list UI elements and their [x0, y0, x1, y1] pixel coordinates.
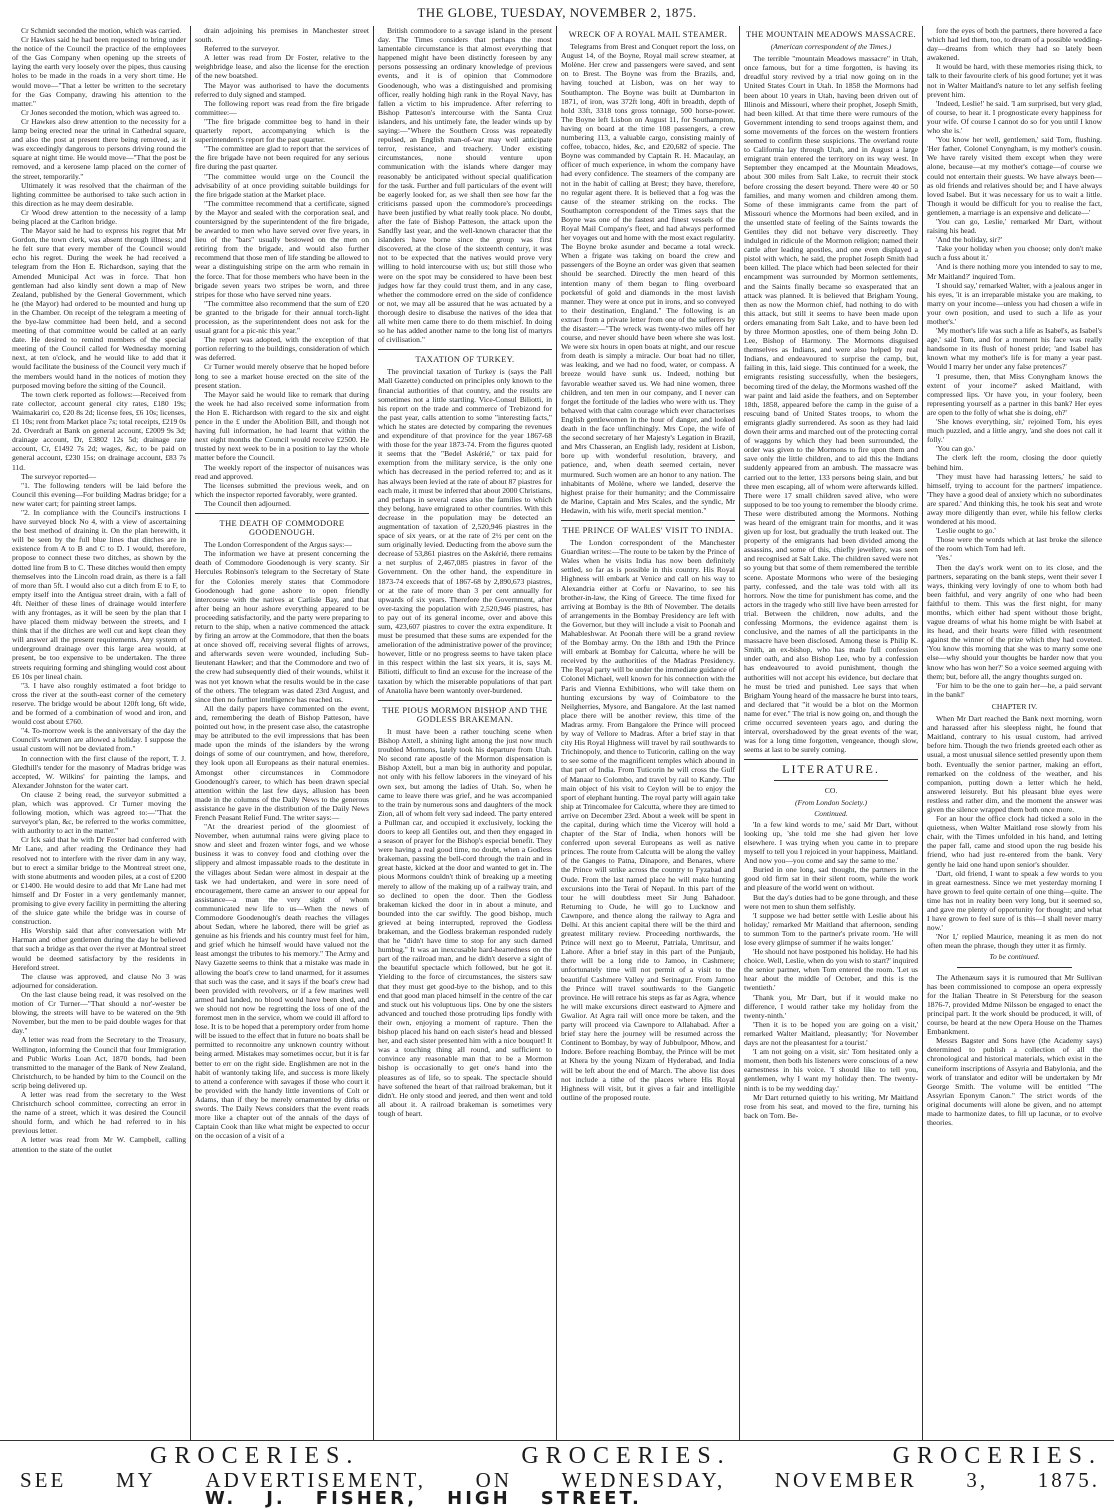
story-body-continued [927, 26, 1102, 699]
story-body [744, 820, 918, 1120]
paragraph: The Mayor said he had to express his regret that Mr Gordon, the town clerk, was absent through illness; and he felt sure that every member of the Council would echo his regret. During the week he had received a telegram from the Hon E. Richardson, saying that the Amended Municipal Act was in force. That hon gentleman had also kindly sent down a map of New Zealand, published by the General Government, which he (the Mayor) had ordered to be mounted and hung up in the Chamber. On receipt of the telegram a meeting of the bye-law committee had been held, and a second meeting of that committee would be called at an early date. He desired to remind members of the special meeting of the Council called for Wednesday morning next, at ten o'clock, and he would like to add that it would facilitate the business of the Council very much if the members would hand in the notices of motion they purposed moving before the sitting of the Council. [12, 226, 186, 390]
paragraph: A letter was read from the Secretary to the Treasury, Wellington, informing the Council that four Immigration and Public Works Loan Act, 1870 bonds, had been transmitted to the manager of the Bank of New Zealand, Christchurch, to be handed by him to the Council on the scrip being delivered up. [12, 1035, 186, 1090]
article-body-turkey [378, 367, 552, 694]
ad-word: ADVERTISEMENT, [205, 1467, 427, 1492]
short-divider [957, 967, 1072, 968]
paragraph: 'Nor I,' replied Maurice, meaning it as men do not often mean the phrase, though they utter it as firmly. [927, 932, 1102, 951]
paragraph: "The committee are glad to report that the services of the fire brigade have not been required for any serious fire during the past quarter. [195, 144, 369, 172]
continued-label: Continued. [814, 808, 848, 818]
article-heading-mormon-bishop: THE PIOUS MORMON BISHOP AND THE GODLESS BRAKEMAN. [382, 705, 548, 724]
ad-word: STREET. [540, 1488, 642, 1509]
story-source: (From London Society.) [794, 797, 868, 807]
paragraph: Cr Ick said that he with Dr Foster had conferred with Mr Lane, and after reading the Ordinance they had resolved not to interfere with the river dam in any way, but to erect a similar bridge to the Montreal street one, with stone abutments and wooden piles, at a cost of £200 or £1400. He would desire to add that Mr Lane had met himself and Dr Foster in a very gentlemanly manner, promising to give every facility in permitting the altering of the sluice gate while the bridge was in course of construction. [12, 835, 186, 927]
paragraph: Cr Wood drew attention to the necessity of a lamp being placed at the Carlton bridge. [12, 207, 186, 226]
paragraph: Ultimately it was resolved that the chairman of the lighting committee be authorised to take such action in this direction as he may deem desirable. [12, 180, 186, 208]
article-heading-prince-of-wales: THE PRINCE OF WALES' VISIT TO INDIA. [562, 525, 734, 535]
article-body-mormon-bishop [378, 727, 552, 1118]
paragraph: But the day's duties had to be gone through, and these were not men to shun them selfishly. [744, 892, 918, 911]
paragraph: The Council then adjourned. [204, 498, 291, 508]
paragraph: Cr Schmidt seconded the motion, which was carried. [21, 26, 182, 35]
paragraph: Cr Turner would merely observe that he hoped before long to see a market house erected on the site of the present station. [195, 362, 369, 390]
paragraph: The information we have at present concerning the death of Commodore Goodenough is very scanty. Sir Hercules Robinson's telegram to the Secretary of State for the Colonies merely states that Commodore Goodenough had gone ashore to open friendly intercourse with the natives at Carlisle Bay, and that after being an hour ashore everything appeared to be proceeding satisfactorily, and the party were preparing to return to the ship, when a native commenced the attack by firing an arrow at the Commodore, that then the boats at once shoved off, receiving several flights of arrows, and afterwards seven were wounded, including Sub-lieutenant Hawker; and that the Commodore and two of the crew had subsequently died of their wounds, whilst it was not yet known what the results would be in the case of the others. The telegram was dated 23rd August, and since then no further intelligence has reached us. [195, 549, 369, 704]
divider [561, 520, 735, 521]
paragraph: It must have been a rather touching scene when Bishop Axtell, a shining light among the just now much troubled Mormons, lately took his departure from Utah. No second rate apostle of the Mormon dispensation is Bishop Axtell, but a man big in authority and popular, not only with his fellow laborers in the vineyard of his own sex, but among the ladies of Utah. So, when he came to leave there was grief, and he was accompanied to the train by numerous sons and daughters of the mock Zion, all of whom felt very sad indeed. The party entered a Pullman car, and occupied it exclusively, locking the doors to keep all Gentiles out, and then they engaged in a season of prayer for the Bishop's especial benefit. They were having a real good time, no doubt, when a Godless brakeman, passing the bell-cord through the train and in great haste, kicked at the door and wanted to get in. The pious Mormons couldn't think of breaking up a meeting merely to allow of the making up of a railway train, and so declined to open the door. Then the Godless brakeman kicked the door in in about a minute, and bounded into the car swiftly. The good bishop, much grieved at being interrupted, reproved the Godless brakeman, and the Godless brakeman responded rudely that he "didn't have time to stop for any such darned humbug." It was an inexcusable hard-heartedness on the part of the railroad man, and he didn't deserve a sight of the beautiful spectacle which followed, but he got it. Yielding to the force of circumstances, the sisters saw that they must get good-bye to the bishop, and to this end that good man placed himself in the centre of the car and stuck out his voluptuous lips. One by one the sisters advanced and touched those protruding lips fondly with their own, enjoying a moment of rapture. Then the bishop placed his hand on each sister's head and blessed her, and each sister presented him with a nice bouquet! It was a touching thing all round, and sufficient to convince any reasonable man that to be a Mormon bishop is occasionally to get one's hand into the pleasures as of life, so to speak. The spectacle should have softened the heart of that railroad brakeman, but it didn't. He only stood and jeered, and then went and told all about it. A railroad brakeman is sometimes very tough of heart. [378, 726, 552, 1118]
paragraph: 'He should not have postponed his holiday. He had his choice. Well, Leslie, when do you wish to start?' inquired the senior partner, when Tom entered the room. 'Let us hear about the middle of October, and this is the twentieth.' [744, 947, 918, 993]
paragraph: On the last clause being read, it was resolved on the motion of Cr Turner—"That should a nor'-wester be blowing, the streets will have to be watered on the 9th November, but the men to be paid double wages for that day." [12, 989, 186, 1036]
story-title: CO. [824, 785, 838, 795]
column-6 [923, 26, 1106, 1440]
paragraph: "The committee would urge on the Council the advisability of at once providing suitable buildings for the fire brigade station at the Market place. [195, 171, 369, 199]
paragraph: 'I suppose we had better settle with Leslie about his holiday,' remarked Mr Maitland that afternoon, sending to summon Tom to the partner's private room. 'He will lose every glimpse of summer if he waits longer.' [744, 910, 918, 947]
ad-word: ON [475, 1467, 512, 1492]
paragraph: "2. In compliance with the Council's instructions I have surveyed block No 4, with a view of ascertaining the best method of draining it. On the plan herewith, it will be seen by the full blue lines that ditches are in existence from A to B and C to D. I would, therefore, propose to connect these two ditches, as shown by the dotted line from B to C. These ditches would then empty themselves into the Lincoln road drain, as there is a fall of more than 5ft. I would also cut a ditch from E to F, to empty itself into the Antigua street drain, with a fall of 4ft. Neither of these lines of drainage would interfere with any frontages, as it will be seen by the plan that I have placed them midway between the streets, and I think that if the ditches are well cut and kept clean they will answer all the present requirements. Any system of underground drainage over this large area would, at present, be too expensive to be undertaken. The three streets requiring forming and shingling would cost about £6 10s per lineal chain. [12, 507, 186, 681]
paragraph: 'And the holiday, sir?' [936, 235, 1002, 245]
divider [378, 700, 552, 701]
column-3 [374, 26, 557, 1440]
paragraph: "1. The following tenders will be laid before the Council this evening—For building Madras bridge; for a new water cart; for painting street lamps. [12, 480, 186, 508]
paragraph: Cr Hawkes said he had been requested to bring under the notice of the Council the practice of the employees of the Gas Company when opening up the streets of laying the earth very loosely over the pipes, thus causing holes to be made in the roads in a very short time. He would move—"That a letter be written to the secretary for the Gas Company, drawing his attention to the matter." [12, 35, 186, 108]
paragraph: 'For him to be the one to gain her—he, a paid servant in the bank!' [927, 680, 1102, 699]
paragraph: 'Thank you, Mr Dart, but if it would make no difference, I would rather take my holiday from the twenty-ninth.' [744, 992, 918, 1020]
paragraph: The Mayor was authorised to have the documents referred to duly signed and stamped. [195, 80, 369, 99]
paragraph: A letter was read from Dr Foster, relative to the weighbridge lease, and also the license for the erection of the new boatshed. [195, 53, 369, 81]
paragraph: Telegrams from Brest and Conquet report the loss, on August 14, of the Boyne, Royal mail screw steamer, at Molène. Her crew and passengers were saved, and sent on to Brest. The Boyne was from the Brazils, and, having touched at Lisbon, was on her way to Southampton. The Boyne was built at Dumbarton in 1871, of iron, was 372ft long, 40ft in breadth, depth of hold 33ft, 3318 tons gross tonnage, 500 horse-power. The Boyne left Lisbon on August 11, for Southampton, having on board at the time 108 passengers, a crew numbering 113, a valuable cargo, consisting mainly of coffee, tobacco, hides, &c, and £20,682 of specie. The Boyne was commanded by Captain R. H. Macaulay, an officer of much experience, in whom the company have had every confidence. The steamers of the company are not in the habit of calling at Brest; they have, therefore, no regular agent there. It is believed that a fog was the cause of the steamer striking on the rocks. The Southampton correspondent of the Times says that the Boyne was one of the fastest and finest vessels of the Royal Mail Company's fleet, and had always performed her voyages out and home with the most exact regularity. The Boyne broke asunder and became a total wreck. When a frigate was taking on board the crew and passengers of the Boyne an order was given that seamen should be searched. Directly the men heard of this intention many of them began to fling overboard pocketsful of gold and diamonds in the most lavish manner. They were at once put in irons, and so conveyed to their destination, England." The following is an extract from a private letter from one of the sufferers by the disaster:—"The wreck was twenty-two miles off her course, and never should have been where she was lost. We were six hours in open boats at night, and our rescue from death is simply a miracle. Our boat had no tiller, was leaking, and we had no food, water, or compass. A breeze would have sunk us. Indeed, nothing but favorable weather saved us. We had nine women, three children, and ten men in our company, and I never can forget the fortitude of the ladies who were with us. They behaved with that calm courage which ever characterises English gentlewomen in the hour of danger, and looked death in the face unflinchingly. Mrs Cope, the wife of the second secretary of her Majesty's Legation in Brazil, and Mrs Chasseran, an English lady, resident at Lisbon, bore up with wonderful resolution, bravery, and patience, and, when death seemed certain, never murmured. Such women are an honor to any nation. The inhabitants of Molène, where we landed, deserve the highest praise for their humanity; and the Commissaire de Marine, Captain and Mrs Scales, and the syndic, Mr Hedawin, with his wife, merit special mention." [561, 42, 735, 515]
ad-word: GROCERIES. [150, 1442, 360, 1469]
paragraph: The Athenæum says it is rumoured that Mr Sullivan has been commissioned to compose an opera expressly for the Italian Theatre in St Petersburg for the season 1876-7, provided Mdme Nilsson be engaged to enact the principal part. It the work should be produced, it will, of course, be heard at the new Opera House on the Thames Embankment. [927, 972, 1102, 1037]
paragraph: A letter was read from Mr W. Campbell, calling attention to the state of the outlet [12, 1135, 186, 1154]
divider [195, 513, 369, 514]
paragraph: fore the eyes of both the partners, there hovered a face which had led them, too, to dream of a possible wedding-day—dreams from which they had so lately been awakened. [927, 26, 1102, 63]
paragraph: 'Take your holiday when you choose; only don't make such a fuss about it.' [927, 244, 1102, 263]
column-1 [8, 26, 191, 1440]
paragraph: 'I should say,' remarked Walter, with a jealous anger in his eyes, 'it is an irreparable mistake you are making, to marry on your income—unless you had chosen a wife in your own position, and used to such a life as your mother's.' [927, 280, 1102, 326]
paragraph: The following report was read from the fire brigade committee:— [195, 98, 369, 117]
column-2 [191, 26, 374, 1440]
ad-groceries-row [0, 1443, 1114, 1469]
goodenough-continued [378, 26, 552, 344]
to-be-continued: To be continued. [989, 952, 1040, 962]
paragraph: 'My mother's life was such a life as Isabel's, as Isabel's age,' said Tom, and for a moment his face was really handsome in its flush of honest pride; 'and Isabel has known what my mother's life is for many a year past. Would I marry her under any false pretences?' [927, 326, 1102, 372]
ad-word: 3, [966, 1467, 989, 1492]
paragraph: 'Then it is to be hoped you are going on a visit,' remarked Walter Maitland, pleasantly; 'for November days are not the pleasantest for a tourist.' [744, 1019, 918, 1048]
ad-word: NOVEMBER [774, 1467, 917, 1492]
paragraph: 'They must have had harassing letters,' he said to himself, trying to account for the partners' impatience. 'They have a good deal of anxiety which no subordinates are spared.' And thinking this, he took his seat and wrote away more diligently than ever, while his fellow clerks wondered at his mood. [927, 471, 1102, 527]
paragraph: Buried in one long, sad thought, the partners in the good old firm sat in their silent room, while the work and pleasure of the world went on without. [744, 865, 918, 893]
paragraph: The London Correspondent of the Argus says:— [204, 540, 352, 550]
paragraph: British commodore to a savage island in the present day. The Times considers that perhaps the most lamentable circumstance is that almost everything that happened might have been distinctly foreseen by any persons possessing an ordinary knowledge of previous events, and it is of opinion that Commodore Goodenough, who was a distinguished and promising officer, really holding high rank in the Royal Navy, has fallen a victim to his imprudence. After referring to Bishop Patteson's intercourse with the Santa Cruz islanders, and his untimely fate, the leader winds up by saying:—"Where the Southern Cross was repeatedly repulsed, an English man-of-war may well anticipate terror, resistance, and treachery. Under existing circumstances, none should venture upon communication with the islands where danger may reasonably be anticipated without special qualification for the task. Further and full particulars of the event will be eagerly looked for, as we shall then see how far the criticisms passed upon the commodore's proceedings have been justified by what really took place. No doubt, after the fate of Bishop Patteson, the attack upon the Sandfly last year, and the well-known character that the islanders have borne since the group was first discovered, at the close of the sixteenth century, it was not to be expected that the natives would prove very willing to hold intercourse with us; but still those who were on the spot may be considered to have been best judges how far they could trust them, and in any case, whether the commodore erred on the side of confidence or not, we may all be assured that he was actuated by a thorough desire to disabuse the natives of the idea that all white men came there to do them mischief. In doing so he has added another name to the long list of martyrs of civilisation." [378, 26, 552, 345]
paragraph: Referred to the surveyor. [204, 44, 280, 54]
paragraph: 'You know her well, gentlemen,' said Tom, flushing. 'Her father, Colonel Conyngham, is my mother's cousin. We have rarely visited them except when they were alone, because—at my mother's cottage—of course we could not entertain their guests. We have always been—as old friends and relatives should be; and I have always loved Isabel. But it was necessary for us to wait a little. Though it would be difficult for you to realise the fact, gentlemen, a marriage is an expensive and delicate—' [927, 135, 1102, 217]
ad-word: J. [266, 1488, 286, 1509]
paragraph: 'I am not going on a visit, sir.' Tom hesitated only a moment, then both his listeners were conscious of a new earnestness in his voice. 'I should like to tell you, gentlemen, why I want my holiday then. The twenty-ninth is to be my wedding day.' [744, 1047, 918, 1093]
paragraph: Those were the words which at last broke the silence of the room which Tom had left. [927, 535, 1102, 554]
section-heading-literature: LITERATURE. [782, 762, 880, 777]
paragraph: 'You can go.' [936, 444, 975, 454]
paragraph: All the daily papers have commented on the event, and, remembering the death of Bishop Patteson, have pointed out how, in the present case also, the catastrophe may be attributed to the evil impressions that has been made upon the minds of the islanders by the wrong doings of some of our countrymen, and how, therefore, they look upon all Europeans as their natural enemies. Amongst other circumstances in Commodore Goodenough's career, to which has been drawn special attention within the last few days, allusion has been made in the columns of the Daily News to the generous assistance he gave in the distribution of the Daily News French Peasant Relief Fund. The writer says:— [195, 703, 369, 822]
paragraph: The London correspondent of the Manchester Guardian writes:—The route to be taken by the Prince of Wales when he visits India has now been definitely settled, so far as is possible in this country. His Royal Highness will embark at Venice and call on his way to Alexandria either at Corfu or Navarino, to see his brother-in-law, the King of Greece. The time fixed for arriving at Bombay is the 8th of November. The details of arrangements in the Bombay Presidency are left with the Governor, but they will include a visit to Poonah and Mahableshwar. At Poonah there will be a grand review of the Bombay army. On the 18th and 19th the Prince will embark at Bombay for Calcutta, where he will be received by the authorities of the Madras Presidency. The Royal party will be under the immediate guidance of Colonel Michael, well known for his connection with the Paris and Vienna Exhibitions, who will take them on hunting excursions by way of Coimbatore to the Neilgherries, Mysore, and Bangalore. At the last named place there will be another review, this time of the Madras army. From Bangalore the Prince will proceed by way of Vellore to Madras. After a brief stay in that city His Royal Highness will travel by rail southwards to Trichinopoly, and thence to Tuticorin, calling on the way to see some of the magnificent temples which abound in that part of India. From Tuticorin he will cross the Gulf of Manaar to Colombo, and travel by rail to Kandy. The main object of his visit to Ceylon will be to enjoy the sport of elephant hunting. The royal party will again take ship at Trincomalee for Calcutta, where they are timed to arrive on December 23rd. About a week will be spent in the capital, during which time the Viceroy will hold a chapter of the Star of India, when honors will be conferred upon several Europeans as well as native princes. The route from Calcutta will be along the valley of the Ganges to Patna, Dinapore, and Benares, where the Prince will strike across the country to Fyzabad and Oude. From the last named place he will make hunting excursions into the Terai of Nepaul. In this part of the tour he will doubtless meet Sir Jung Bahadoor. Returning to Oude, he will go to Lucknow and Cawnpore, and thence along the railway to Agra and Delhi. At this ancient capital there will be the third and greatest military review. Proceeding northwards, the Prince will next go to Meerut, Patriala, Umritsur, and Lahore. After a brief stay in this part of the Punjaub, there will be a long ride to Jamoo, in Cashmere; unfortunately time will not permit of a visit to the beautiful Cashmere Valley and Serinagur. From Jamoo the Prince will travel southwards to the Gangetic province. He will retrace his steps as far as Agra, whence he will make excursions direct eastward to Ajmere and Gwalior. At Agra rail will once more be taken, and the party will proceed via Cawnpore to Allahabad. After a brief stay here the journey will be resumed across the Continent to Bombay, by way of Jubbulpoor, Mhow, and Indore. Before reaching Bombay, the Prince will be met at Khera by the young Nizam of Hyderabad, and India will be left about the end of March. The above list does not include a tithe of the places where His Royal Highness will visit, but it gives a fair and intelligible outline of the proposed route. [561, 538, 735, 1102]
paragraph: 'You can go, Leslie,' remarked Mr Dart, without raising his head. [927, 216, 1102, 236]
ad-word: GROCERIES. [521, 1442, 731, 1469]
paragraph: When Mr Dart reached the Bank next morning, worn and harassed after his sleepless night, he found that Maitland, contrary to his usual custom, had arrived before him. Though the two friends greeted each other as usual, a most unusual silence settled presently upon them both. Eventually the senior partner, making an effort, remarked on the coldness of the weather, and his companion, putting down a letter which he held, answered leisurely. But his pleasant blue eyes were restless and rather dim, and the moment the answer was given the silence wrapped them both once more. [927, 714, 1102, 814]
paragraph: In connection with the first clause of the report, T. J. Gledhill's tender for the masonry of Madras bridge was accepted, W. Wilkins' for painting the lamps, and Alexander Johnston for the water cart. [12, 753, 186, 790]
paragraph: Mr Dart returned quietly to his writing, Mr Maitland rose from his seat, and moved to the fire, turning his back on Tom. Be- [744, 1092, 918, 1120]
paragraph: The Mayor said he would like to remark that during the week he had also received some information from the Hon E. Richardson with regard to the six and eight pence in the £ under the Abolition Bill, and though not having full information, he had learnt that within the next eight months the Council would receive £2500. He trusted by next week to be in a position to lay the whole matter before the Council. [195, 389, 369, 463]
paragraph: 'Indeed, Leslie!' he said. 'I am surprised, but very glad, of course, to hear it. I prognosticate every happiness for your wife. Of course I cannot do so for you until I know who she is.' [927, 98, 1102, 136]
paragraph: 'Dart, old friend, I want to speak a few words to you in great earnestness. Since we met yesterday morning I have grown to feel quite certain of one thing—quite. The time has not in reality been very long, but it seemed so, and gave me plenty of opportunity for thought; and what I have grown to feel sure of is this—I shall never marry now.' [927, 868, 1102, 933]
masthead [0, 0, 1114, 26]
paragraph: A letter was read from the secretary to the West Christchurch school committee, correcting an error in the name of a street, which it was desired the Council should form, and which he had referred to in his previous letter. [12, 1089, 186, 1136]
paragraph: The provincial taxation of Turkey is (says the Pall Mall Gazette) conducted on principles only known to the financial authorities of that country, and the results are sometimes not a little startling. Vice-Consul Biliotti, in his report on the trade and commerce of Trebizond for the past year, calls attention to some "interesting facts," which he states are detected by comparing the revenues and expenditure of that province for the year 1867-68 with those for the year 1873-74. From the figures quoted it seems that the "Bedel Askérié," or tax paid for exemption from the military service, is the only one which has decreased in the period referred to; and as it has always been levied at the rate of about 87 piastres for each male, it must be inferred that about 2000 Christians, and perhaps in several cases also the families to which they belong, have emigrated to other countries. With this decrease in the population may be detected an augmentation of taxation of 2,520,946 piastres in the space of six years, or at the rate of 2½ per cent on the sum originally levied. Deducting from the above sum the decrease of 53,861 piastres on the Askérié, there remains a net surplus of 2,467,085 piastres in favor of the Government. On the other hand, the expenditure in 1873-74 exceeds that of 1867-68 by 2,890,673 piastres, or at the rate of more than 3 per cent annually for upwards of six years. Therefore the Government, after over-taxing the population with 2,520,946 piastres, has to pay out of its general income, over and above this sum, 423,607 piastres to cover the extra expenditure. It must be presumed that these sums are expended for the amelioration of the administrative power of the province; however, little or no progress seems to have taken place in this respect within the last six years, it is, says M. Biliotti, difficult to find an excuse for the increase of the taxation by which the miserable populations of that part of Anatolia have been wantonly over-burdened. [378, 367, 552, 695]
column-5 [740, 26, 923, 1440]
paragraph: The report was adopted, with the exception of that portion referring to the buildings, consideration of which was deferred. [195, 335, 369, 363]
ad-word: SEE [20, 1467, 67, 1492]
article-heading-turkey: TAXATION OF TURKEY. [415, 355, 515, 365]
columns [8, 26, 1106, 1440]
article-heading-goodenough: THE DEATH OF COMMODORE GOODENOUGH. [219, 518, 345, 538]
chapter-heading: CHAPTER IV. [991, 701, 1038, 711]
article-subheading: (American correspondent of the Times.) [770, 42, 892, 52]
advertisement-banner [0, 1440, 1114, 1507]
paragraph: "The fire brigade committee beg to hand in their quarterly report, accompanying which is the superintendent's report for the past quarter. [195, 116, 369, 145]
article-heading-wreck: WRECK OF A ROYAL MAIL STEAMER. [568, 30, 728, 39]
paragraph: Cr Hawkes also drew attention to the necessity for a lamp being erected near the urinal in Cathedral square, and also the post at present there being removed, as it was exceedingly dangerous to persons driving round the square at night time. He would move—"That the post be removed, and a kerosene lamp placed on the corner of the street, temporarily." [12, 116, 186, 181]
paragraph: 'She knows everything, sir,' rejoined Tom, his eyes much puzzled, and a little angry, 'and she does not call it folly.' [927, 417, 1102, 445]
ad-word: MY [115, 1467, 156, 1492]
paragraph: "3. I have also roughly estimated a foot bridge to cross the river at the south-east corner of the cemetery reserve. The bridge would be about 120ft long, 6ft wide, and be formed of a combination of wood and iron, and would cost about £760. [12, 680, 186, 727]
paragraph: It would be hard, with these memories rising thick, to talk to their favourite clerk of his good fortune; yet it was not in Walter Maitland's nature to let any selfish feeling prevent him. [927, 62, 1102, 99]
masthead-text: THE GLOBE, TUESDAY, NOVEMBER 2, 1875. [417, 5, 697, 20]
paragraph: The terrible "mountain Meadows massacre" in Utah, once famous, but for a time forgotten, is having its dreadful story revived by a trial now going on in the United States Court in Utah. In 1858 the Mormons had been about 10 years in Utah, having been driven out of Illinois and Missouri, where their prophet, Joseph Smith, had been killed. At that time there were rumours of the Government intending to send troops against them, and some movements of the forces on the western frontiers seemed to confirm these suspicions. The overland route to California lay through Utah, and in August a large emigrant train entered the territory on its way west. In September they encamped at the Mountain Meadows, about 300 miles from Salt Lake, to recruit their stock before crossing the desert beyond. There were 40 or 50 families, and many women and children among them. Some of these immigrants came from the part of Missouri whence the Mormons had been exiled, and in the unsettled state of feeling of the Saints towards the Gentiles they did not behave very discreetly. They indulged in ridicule of the Mormon religion; named their cattle after leading apostles, and one even displayed a pistol with which, he said, the prophet Joseph Smith had been killed. The place which had been selected for their encampment was surrounded by Mormon settlements, and the Saints finally became so exasperated that an attack was planned. It is believed that Brigham Young, then as now the Mormon chief, had nothing to do with this attack, but still it seems to have been made upon orders emanating from Salt Lake, and to have been led by three Mormon apostles, one of them being John D. Lee, Bishop of Harmony. The Mormons disguised themselves as Indians, and were also helped by real Indians, and endeavoured to surprise the camp, but, failing in this, laid siege. This continued for a week, the emigrants resisting successfully, when the besiegers, becoming tired of the delay, the Mormons washed off the war paint and laid aside the feathers, and on September 18th, 1858, appeared before the camp in the guise of a rescuing band of United States troops, to whom the emigrants gladly surrendered. As soon as they had laid down their arms and marched out of the protecting corral of waggons by which they had been surrounded, the order was given to the Mormons to fire upon them and save only the little children, and to aid this the Indians suddenly appeared from an ambush. The massacre was carried out to the letter, 133 persons being slain, and but three men escaping, all of whom were afterwards killed. There were 17 small children saved alive, who were supposed to be too young to remember the bloody crime. These were distributed among the Mormons. Nothing was heard of the emigrant train for months, and it was given up for lost, but gradually the truth leaked out. The property of the emigrants had been divided among the assassins, and some of this, chiefly jewellery, was seen and recognised at Salt Lake. The children saved were not so young but that some of them remembered the terrible scene. Apostate Mormons who were of the besieging party, confessed, and the tale was told with all its horrors. Now the time for punishment has come, and the actors in the tragedy who still live have been arrested for trial. Between the children, now adults, and the confessing Mormons, the evidence against them is conclusive, and the names of all the participants in the massacre have been disclosed. Among these is Philip K. Smith, an ex-bishop, who has made full confession under oath, and also Bishop Lee, who by a confession has endeavoured to avoid punishment, though the authorities will not accept his evidence, but declare that he must be tried and punished. Lee says that when Brigham Young heard of the massacre he burst into tears, and declared that "it would be a blot on the Mormon name for ever." The trial is now going on, and though the crime occurred seventeen years ago, and during the interval, overshadowed by the great events of the war, was for a long time forgotten, vengeance, though slow, seems at last to be surely coming. [744, 54, 918, 755]
ad-word: W. [205, 1488, 237, 1509]
divider [378, 349, 552, 350]
literary-notes [927, 973, 1102, 1128]
paragraph: 'Leslie ought to go.' [936, 526, 996, 536]
ad-word: WEDNESDAY, [561, 1467, 726, 1492]
article-heading-mountain-meadows: THE MOUNTAIN MEADOWS MASSACRE. [746, 30, 916, 39]
paragraph: Cr Jones seconded the motion, which was agreed to. [21, 107, 181, 117]
paragraph: 'And is there nothing more you intended to say to me, Mr Maitland?' inquired Tom. [927, 262, 1102, 281]
paragraph: The surveyor reported— [21, 471, 97, 481]
paragraph: Then the day's work went on to its close, and the partners, separating on the bank steps, went their sever I ways, thinking very lovingly of one to whom both had been faithful, and very angrily of one who had been faithful to them. This was the first night, for many months, which either had spent without those bright, vague dreams of what his home might be with Isabel at its head, and their hearts were filled with resentment against the winner of the prize which they had coveted. 'You know this morning that she was to marry some one else—why should your thoughts be harder now that you know who has won her?' So a voice seemed arguing with them; but, before all, the angry thoughts surged on. [927, 562, 1102, 681]
column-4 [557, 26, 740, 1440]
paragraph: 'In a few kind words to me,' said Mr Dart, without looking up, 'she told me she had given her love elsewhere. I was trying when you came in to prepare myself to tell you I rejoiced in your happiness, Maitland. And now you—you come and say the same to me.' [744, 819, 918, 866]
paragraph: 'I presume, then, that Miss Conyngham knows the extent of your income?' asked Maitland, with compressed lips. 'Or have you, in your foolery, been representing yourself as a partner in this bank? Her eyes are open to the folly of what she is doing, eh?' [927, 371, 1102, 417]
paragraph: The clause was approved, and clause No 3 was adjourned for consideration. [12, 971, 186, 990]
paragraph: "4. To-morrow week is the anniversary of the day the Council's workmen are allowed a holiday. I suppose the usual custom will not be deviated from." [12, 726, 186, 754]
paragraph: "At the dreariest period of the gloomiest of November, when autumnal rains were giving place to snow and sleet and frozen winter fogs, and we whose business it was to convey food and clothing over the slippery and almost impassable roads to the destitute in the villages about Sedan were almost in despair at the task we had undertaken, and were in sore need of encouragement, there came an answer to our appeal for assistance—a man the very sight of whom communicated new life to us—When the news of Commodore Goodenough's death reaches the villages about Sedan, where he labored, there will be grief as genuine as his friends and his country must feel for him, and grief which he himself would have valued not the least amongst the tributes to his memory." The Army and Navy Gazette seems to think that a mistake was made in allowing the boat's crew to land unarmed, for it assumes that such was the case, and it says if the boat's crew had been provided with revolvers, or if a few marines well armed had landed, no blood would have been shed, and we should not now be regretting the loss of one of the foremost men in the service, whom we could ill afford to lose. It is to be hoped that a peremptory order from home will be issued to the effect that in future no boats shall be permitted to reconnoitre any unknown country without being armed. Mistakes may sometimes occur, but it is far better to err on the right side. Englishmen are not in the habit of wantonly taking life, and success is more likely to attend a conference with savages if those who court it be provided with the handy little inventions of Colt or Adams, than if they be merely ornamented by dirks or swords. The Daily News considers that the event reads more like a chapter out of the annals of the days of Captain Cook than like what might be expected to occur on the occasion of a visit of a [195, 822, 369, 1141]
story-chapter-iv [927, 714, 1102, 950]
ad-word: GROCERIES. [892, 1442, 1102, 1469]
paragraph: "The committee also recommend that the sum of £20 be granted to the brigade for their annual torch-light procession, as the superintendent does not ask for the usual grant for a pic-nic this year." [195, 298, 369, 336]
ad-word: 1875. [1037, 1467, 1100, 1492]
paragraph: On clause 2 being read, the surveyor submitted a plan, which was approved. Cr Turner moving the following motion, which was agreed to:—"That the surveyor's plan, &c, be referred to the works committee, with authority to act in the matter." [12, 789, 186, 836]
paragraph: The weekly report of the inspector of nuisances was read and approved. [195, 462, 369, 481]
council-report-continued [195, 26, 369, 508]
paragraph: The licenses submitted the previous week, and on which the inspector reported favorably, were granted. [195, 480, 369, 499]
ad-merchant-row [0, 1490, 1114, 1507]
short-divider [774, 780, 888, 781]
paragraph: Messrs Bagster and Sons have (the Academy says) determined to publish a collection of all the chronological and historical materials, which exist in the cuneiform inscriptions of Assyria and Babylonia, and the work of translator and editor will be undertaken by Mr George Smith. The volume will be entitled "The Assyrian Eponym Canon." The strict words of the original documents will alone be given, and no attempt made to harmonize dates, to fill up lacunæ, or to evolve theories. [927, 1036, 1102, 1128]
paragraph: drain adjoining his premises in Manchester street south. [195, 26, 369, 45]
article-body-wreck [561, 42, 735, 515]
paragraph: The town clerk reported as follows:—Received from rate collector, account general city rates, £180 19s; Waimakariri co, £20 8s 2d; license fees, £6 10s; licenses, £1 10s; rent from Market place 7s; total receipts, £219 0s 2d. Overdraft at Bank on general account, £2009 9s 3d; drainage account, Dr, £3802 12s 5d; drainage rate account, Cr, £1492 7s 2d; wages, &c, to be paid on general account, £230 15s; on drainage account, £83 7s 11d. [12, 389, 186, 472]
article-body-prince-of-wales [561, 538, 735, 1102]
divider [744, 759, 918, 760]
ad-word: FISHER, [315, 1488, 418, 1509]
paragraph: The clerk left the room, closing the door quietly behind him. [927, 453, 1102, 472]
article-body-mountain-meadows [744, 54, 918, 754]
paragraph: His Worship said that after conversation with Mr Harman and other gentlemen during the day he believed that such a bridge as that over the river at Montreal street would be deemed satisfactory by the residents in Hereford street. [12, 926, 186, 972]
paragraph: "The committee recommend that a certificate, signed by the Mayor and sealed with the corporation seal, and countersigned by the superintendent of the fire brigade, be awarded to men who have served over five years, in lieu of the "bars" usually bestowed on the men on retiring from the brigade, and would also further recommend that those men of life standing be allowed to wear a distinguishing stripe on the arm who remain in the force. That for those members who have been in the brigade seven years two stripes be worn, and three stripes for those who have served nine years. [195, 198, 369, 299]
ad-word: HIGH [447, 1488, 511, 1509]
paragraph: 'Yes.' [936, 553, 952, 563]
article-body-goodenough [195, 540, 369, 1140]
paragraph: For an hour the office clock had ticked a solo in the quietness, when Walter Maitland rose slowly from his chair, with the Times unfolded in his hand, and letting the paper fall, came and stood upon the rug beside his friend, who had just re-entered from the bank. Very gently he laid one hand upon senior's shoulder. [927, 814, 1102, 869]
